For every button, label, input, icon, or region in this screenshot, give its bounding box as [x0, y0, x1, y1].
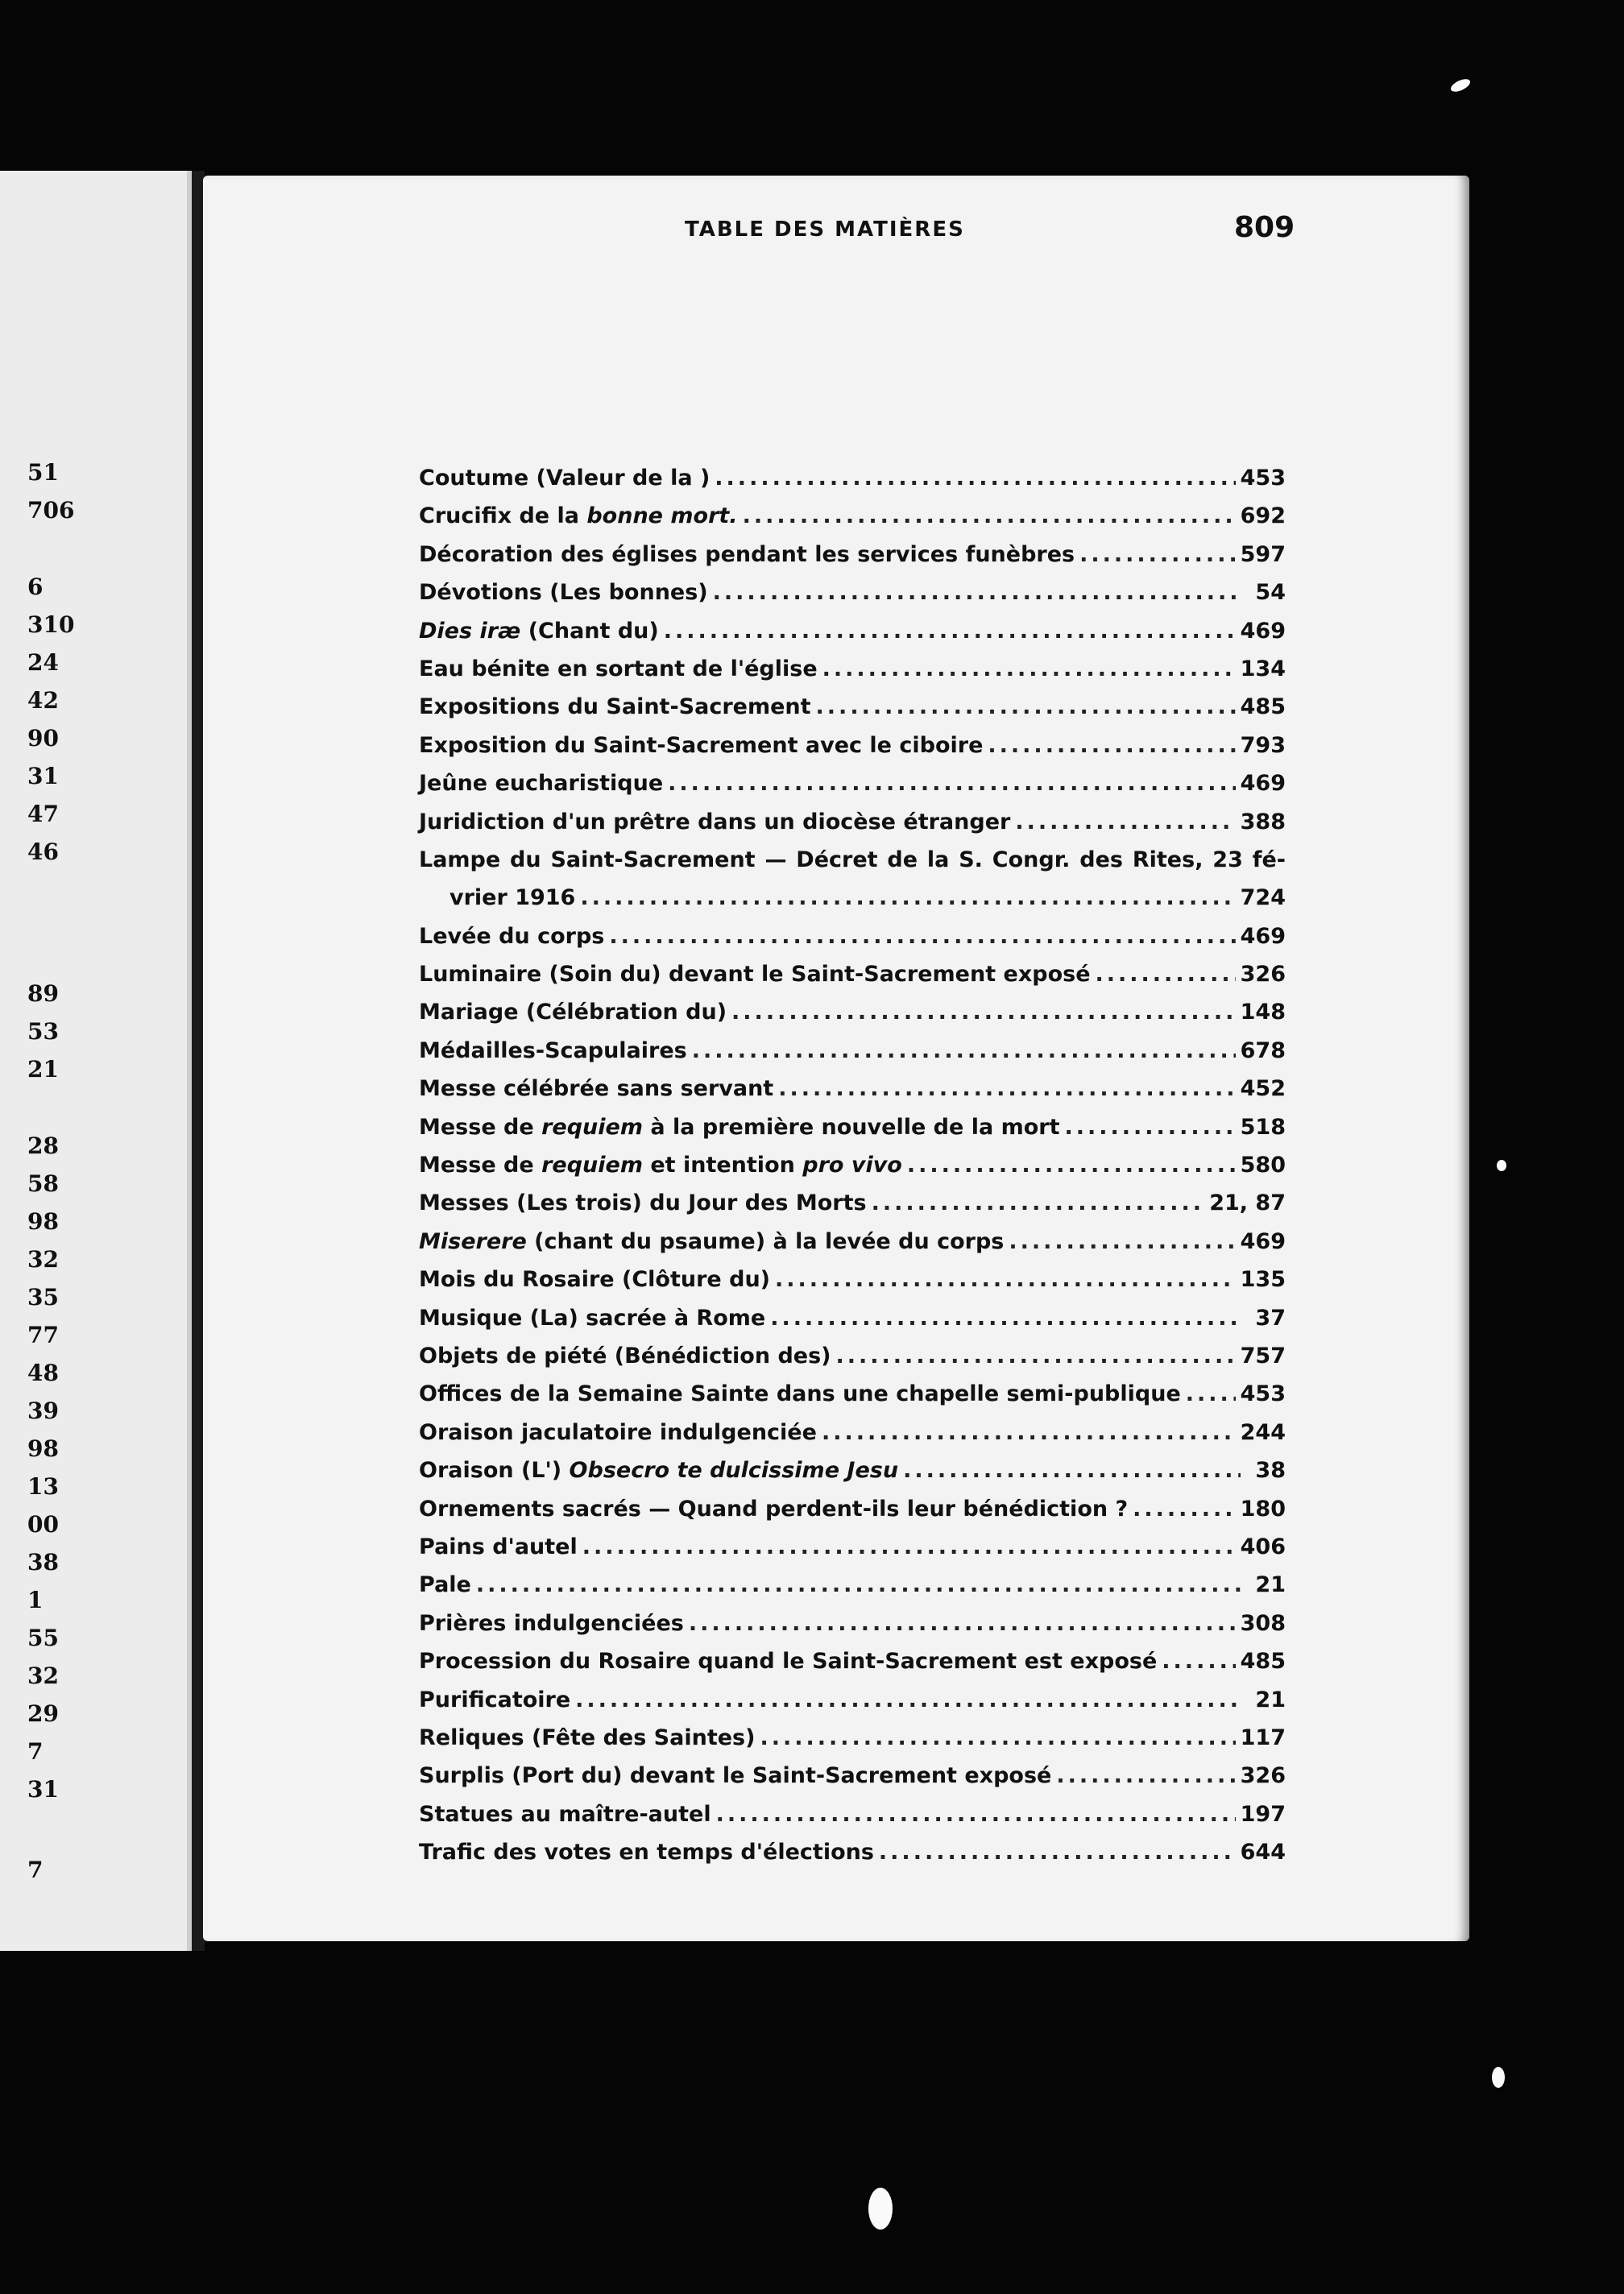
entry-title [419, 1490, 1128, 1528]
left-page-number: 58 [27, 1170, 59, 1197]
dot-leader [743, 497, 1236, 535]
entry-title [419, 1108, 1060, 1146]
left-page-number: 35 [27, 1284, 59, 1311]
left-page-number: 98 [27, 1208, 59, 1235]
dot-leader [770, 1299, 1241, 1337]
entry-page: 135 [1240, 1267, 1286, 1293]
entry-title [419, 1375, 1181, 1413]
italic-term: pro vivo [802, 1153, 902, 1178]
left-page-number: 90 [27, 725, 59, 752]
entry-title [419, 917, 604, 955]
toc-entry [419, 841, 1286, 917]
left-page-number: 55 [27, 1625, 59, 1651]
entry-page: 21 [1255, 1687, 1286, 1712]
title-text: (chant du psaume) à la levée du corps [526, 1228, 1005, 1254]
entry-title [419, 1566, 471, 1604]
title-text: (Chant du) [520, 618, 659, 644]
title-text: Prières indulgenciées [419, 1610, 684, 1636]
entry-title [419, 1528, 578, 1566]
entry-title [419, 1757, 1051, 1795]
italic-term: Dies iræ [419, 618, 521, 644]
dot-leader [822, 1414, 1236, 1451]
italic-term: Obsecro te dulcissime Jesu [569, 1458, 899, 1484]
left-page-number: 7 [27, 1738, 44, 1765]
entry-title [419, 459, 710, 497]
entry-title [419, 1337, 831, 1375]
entry-page: 452 [1240, 1076, 1286, 1102]
entry-title [419, 1414, 817, 1451]
toc-entry [419, 1490, 1286, 1528]
entry-page: 518 [1240, 1114, 1286, 1140]
entry-page: 406 [1240, 1534, 1286, 1559]
title-text: Luminaire (Soin du) devant le Saint-Sacrement exposé [419, 962, 1091, 988]
entry-title [450, 879, 575, 917]
dust-speck [868, 2188, 893, 2230]
entry-page: 180 [1240, 1496, 1286, 1522]
dot-leader [689, 1605, 1236, 1642]
title-text: Mariage (Célébration du) [419, 1000, 727, 1025]
left-page-number: 29 [27, 1700, 59, 1727]
running-head: TABLE DES MATIÈRES [685, 217, 965, 242]
toc-entry [419, 497, 1286, 535]
toc-entry [419, 993, 1286, 1031]
title-text: Surplis (Port du) devant le Saint-Sacrement exposé [419, 1763, 1052, 1789]
entry-page: 308 [1240, 1610, 1286, 1636]
left-page-number: 53 [27, 1018, 59, 1045]
entry-title [419, 1642, 1157, 1680]
entry-page: 244 [1240, 1419, 1286, 1445]
toc-entry [419, 1566, 1286, 1604]
left-page-number: 32 [27, 1663, 59, 1689]
toc-entry [419, 1184, 1286, 1222]
title-text: Médailles-Scapulaires [419, 1037, 687, 1063]
left-page-number: 7 [27, 1857, 44, 1883]
entry-title [419, 993, 727, 1031]
italic-term: requiem [541, 1114, 643, 1140]
entry-page: 678 [1240, 1037, 1286, 1063]
left-page-number: 42 [27, 687, 59, 714]
entry-page: 453 [1240, 1381, 1286, 1407]
toc-entry [419, 1642, 1286, 1680]
entry-page: 692 [1240, 503, 1286, 529]
title-text: Oraison jaculatoire indulgenciée [419, 1419, 817, 1445]
dot-leader [668, 764, 1235, 802]
entry-title [419, 1451, 898, 1489]
toc-entry [419, 955, 1286, 993]
left-page-number: 47 [27, 801, 59, 827]
title-text: Décoration des églises pendant les services funèbres [419, 541, 1075, 567]
dot-leader [872, 1184, 1205, 1222]
title-text: Offices de la Semaine Sainte dans une chapelle semi-publique [419, 1381, 1181, 1407]
left-page-number: 24 [27, 649, 59, 676]
left-page-number: 51 [27, 459, 59, 486]
entry-title [419, 955, 1091, 993]
dot-leader [716, 1795, 1236, 1833]
entry-title [419, 1146, 902, 1184]
left-page-number: 13 [27, 1473, 59, 1500]
entry-title [419, 1223, 1004, 1261]
entry-page: 757 [1240, 1344, 1286, 1369]
dot-leader [1162, 1642, 1235, 1680]
entry-title [419, 574, 708, 611]
entry-title [419, 1184, 867, 1222]
toc-entry [419, 727, 1286, 764]
dot-leader [731, 993, 1236, 1031]
left-page-number: 98 [27, 1435, 59, 1462]
entry-page: 388 [1240, 809, 1286, 834]
dot-leader [903, 1451, 1241, 1489]
title-text: Oraison (L') [419, 1458, 570, 1484]
title-text: Procession du Rosaire quand le Saint-Sacrement est exposé [419, 1649, 1158, 1675]
dot-leader [760, 1719, 1235, 1757]
title-text: Messes (Les trois) du Jour des Morts [419, 1190, 867, 1216]
entry-page: 326 [1240, 962, 1286, 988]
title-text: Pale [419, 1572, 471, 1598]
previous-page [0, 171, 192, 1951]
title-text: Juridiction d'un prêtre dans un diocèse étranger [419, 809, 1011, 834]
dot-leader [1186, 1375, 1236, 1413]
entry-title [419, 688, 811, 726]
dot-leader [836, 1337, 1236, 1375]
title-text: Purificatoire [419, 1687, 571, 1712]
entry-title [419, 727, 983, 764]
dot-leader [664, 612, 1236, 650]
toc-entry [419, 917, 1286, 955]
toc-entry [419, 1528, 1286, 1566]
dot-leader [778, 1070, 1235, 1108]
left-page-number: 1 [27, 1587, 44, 1613]
title-text: Crucifix de la [419, 503, 587, 529]
left-page-number: 77 [27, 1322, 59, 1348]
entry-page: 485 [1240, 694, 1286, 720]
entry-title [419, 497, 738, 535]
italic-term: requiem [541, 1153, 643, 1178]
toc-entry [419, 688, 1286, 726]
dot-leader [692, 1032, 1236, 1070]
toc-entry [419, 764, 1286, 802]
left-page-number: 31 [27, 1776, 59, 1803]
dot-leader [715, 459, 1235, 497]
toc-entry [419, 1757, 1286, 1795]
entry-page: 117 [1240, 1725, 1286, 1750]
entry-page: 326 [1240, 1763, 1286, 1789]
title-text: Objets de piété (Bénédiction des) [419, 1344, 831, 1369]
entry-title [419, 612, 659, 650]
left-page-number: 21 [27, 1056, 59, 1083]
toc-entry [419, 574, 1286, 611]
dot-leader [775, 1261, 1236, 1298]
toc-entry [419, 1299, 1286, 1337]
toc-entry [419, 1223, 1286, 1261]
left-page-number: 310 [27, 611, 75, 638]
left-page-number: 28 [27, 1133, 59, 1159]
dot-leader [1015, 803, 1235, 841]
toc-entry [419, 1032, 1286, 1070]
entry-page: 644 [1240, 1840, 1286, 1865]
toc-entry [419, 1070, 1286, 1108]
dot-leader [713, 574, 1241, 611]
entry-title [419, 1795, 711, 1833]
title-text: Ornements sacrés — Quand perdent-ils leur bénédiction ? [419, 1496, 1129, 1522]
left-page-number: 46 [27, 839, 59, 865]
entry-title [419, 1299, 765, 1337]
dot-leader [816, 688, 1236, 726]
left-page-number: 39 [27, 1398, 59, 1424]
dot-leader [575, 1681, 1241, 1719]
dot-leader [988, 727, 1235, 764]
dot-leader [907, 1146, 1236, 1184]
title-text: Messe de [419, 1153, 542, 1178]
left-page-number: 48 [27, 1360, 59, 1386]
dot-leader [822, 650, 1236, 688]
toc-entry [419, 1146, 1286, 1184]
table-of-contents [419, 459, 1286, 1871]
title-text: vrier 1916 [450, 885, 576, 911]
entry-title [419, 1833, 874, 1871]
entry-page: 38 [1255, 1458, 1286, 1484]
entry-title [419, 1070, 773, 1108]
title-text: Musique (La) sacrée à Rome [419, 1305, 766, 1331]
title-text: Expositions du Saint-Sacrement [419, 694, 811, 720]
title-text: Trafic des votes en temps d'élections [419, 1840, 874, 1865]
title-text: à la première nouvelle de la mort [642, 1114, 1060, 1140]
title-text: Pains d'autel [419, 1534, 578, 1559]
toc-entry [419, 1605, 1286, 1642]
toc-entry [419, 1337, 1286, 1375]
entry-page: 580 [1240, 1153, 1286, 1178]
entry-page: 485 [1240, 1649, 1286, 1675]
entry-title [419, 536, 1075, 574]
toc-entry [419, 803, 1286, 841]
dust-speck [1492, 2067, 1505, 2088]
entry-title-line2 [419, 879, 1286, 917]
entry-page: 197 [1240, 1801, 1286, 1827]
toc-entry [419, 1451, 1286, 1489]
dot-leader [1065, 1108, 1236, 1146]
left-page-number: 38 [27, 1549, 59, 1576]
dot-leader [879, 1833, 1236, 1871]
entry-title [419, 1032, 687, 1070]
entry-title [419, 1719, 755, 1757]
entry-page: 469 [1240, 923, 1286, 949]
dot-leader [1056, 1757, 1235, 1795]
entry-title [419, 764, 663, 802]
italic-term: Miserere [419, 1228, 527, 1254]
toc-entry [419, 1833, 1286, 1871]
entry-page: 148 [1240, 1000, 1286, 1025]
dot-leader [1009, 1223, 1235, 1261]
italic-term: bonne mort. [586, 503, 738, 529]
toc-entry [419, 459, 1286, 497]
entry-page: 21, 87 [1209, 1190, 1286, 1216]
entry-title [419, 650, 818, 688]
left-page-number: 6 [27, 574, 44, 600]
title-text: Dévotions (Les bonnes) [419, 580, 708, 606]
dust-speck [1449, 77, 1473, 94]
entry-page: 597 [1240, 541, 1286, 567]
title-text: Messe de [419, 1114, 542, 1140]
title-text: Coutume (Valeur de la ) [419, 466, 710, 491]
title-text: Eau bénite en sortant de l'église [419, 656, 818, 681]
entry-page: 54 [1255, 580, 1286, 606]
dot-leader [476, 1566, 1241, 1604]
entry-page: 724 [1240, 885, 1286, 911]
title-text: Levée du corps [419, 923, 605, 949]
dust-speck [1497, 1160, 1506, 1171]
toc-entry [419, 1375, 1286, 1413]
entry-page: 37 [1255, 1305, 1286, 1331]
left-page-number: 00 [27, 1511, 59, 1538]
entry-page: 793 [1240, 732, 1286, 758]
entry-page: 134 [1240, 656, 1286, 681]
toc-entry [419, 1795, 1286, 1833]
dot-leader [609, 917, 1235, 955]
dot-leader [1079, 536, 1236, 574]
dot-leader [1096, 955, 1236, 993]
title-text: et intention [642, 1153, 803, 1178]
entry-page: 453 [1240, 466, 1286, 491]
toc-entry [419, 536, 1286, 574]
entry-title [419, 803, 1010, 841]
title-text: Mois du Rosaire (Clôture du) [419, 1267, 771, 1293]
dot-leader [1133, 1490, 1235, 1528]
entry-title [419, 1261, 770, 1298]
entry-page: 469 [1240, 1228, 1286, 1254]
left-page-number: 32 [27, 1246, 59, 1273]
entry-page: 469 [1240, 618, 1286, 644]
title-text: Reliques (Fête des Saintes) [419, 1725, 756, 1750]
left-page-number: 706 [27, 497, 75, 524]
page-number: 809 [1234, 211, 1295, 244]
left-page-number: 89 [27, 980, 59, 1007]
toc-entry [419, 612, 1286, 650]
toc-entry [419, 650, 1286, 688]
entry-page: 469 [1240, 771, 1286, 797]
toc-entry [419, 1261, 1286, 1298]
dot-leader [582, 1528, 1236, 1566]
dot-leader [580, 879, 1235, 917]
entry-title [419, 1681, 570, 1719]
toc-entry [419, 1108, 1286, 1146]
left-page-number: 31 [27, 763, 59, 789]
toc-entry [419, 1681, 1286, 1719]
entry-title [419, 1605, 684, 1642]
entry-page: 21 [1255, 1572, 1286, 1598]
title-text: Statues au maître-autel [419, 1801, 711, 1827]
entry-title-line1: Lampe du Saint-Sacrement — Décret de la S. Congr. des Rites, 23 fé- [419, 847, 1286, 872]
title-text: Exposition du Saint-Sacrement avec le ciboire [419, 732, 984, 758]
title-text: Jeûne eucharistique [419, 771, 664, 797]
toc-entry [419, 1414, 1286, 1451]
toc-entry [419, 1719, 1286, 1757]
title-text: Messe célébrée sans servant [419, 1076, 774, 1102]
